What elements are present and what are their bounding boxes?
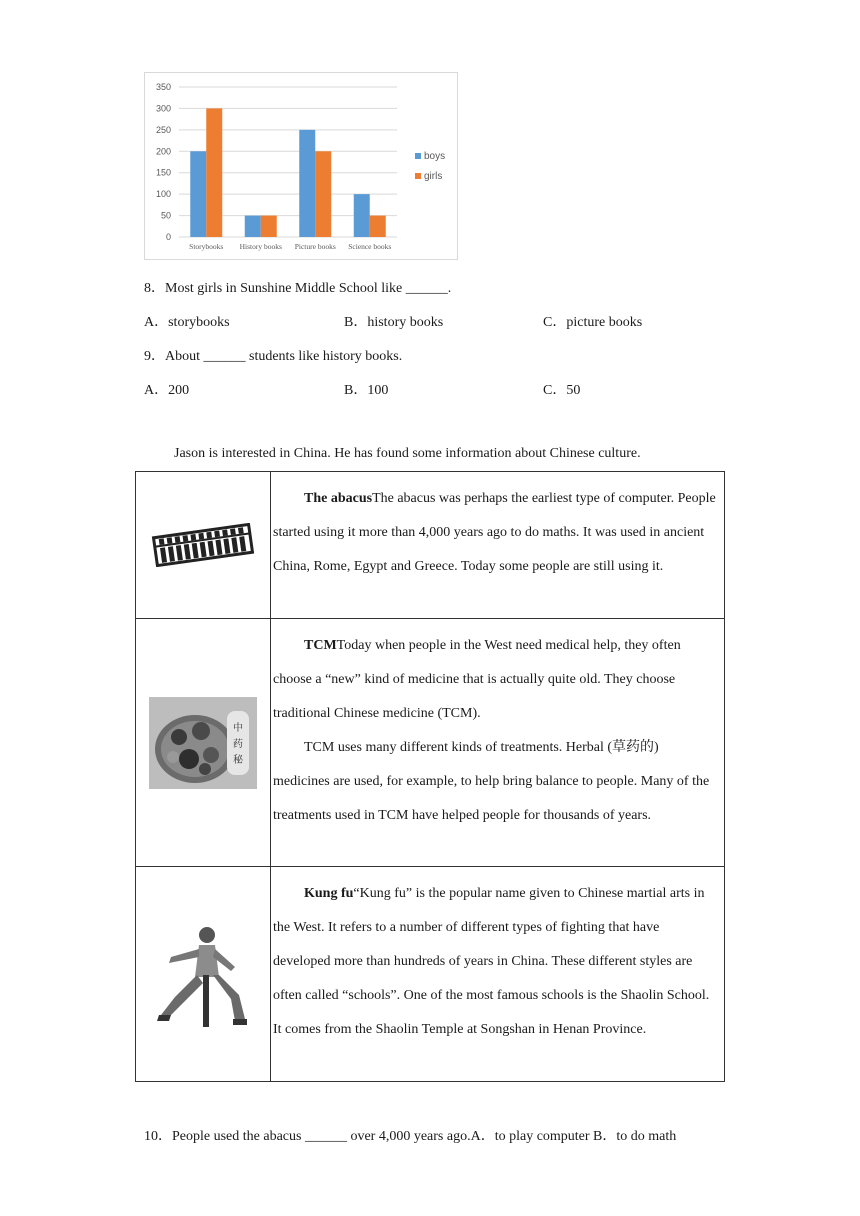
abacus-cell — [136, 472, 271, 619]
tcm-herbs-icon — [149, 697, 257, 789]
bar-chart — [144, 72, 458, 260]
table-row-abacus — [136, 472, 725, 619]
x-tick-label: Storybooks — [189, 242, 224, 251]
bar-boys-1 — [245, 216, 261, 237]
legend-swatch-boys — [415, 153, 421, 159]
abacus-text-cell — [271, 472, 725, 619]
abacus-title: The abacus — [304, 491, 373, 506]
y-tick-label: 200 — [155, 146, 171, 157]
abacus-body: The abacus was perhaps the earliest type of computer. People started using it more than 4,000 years ago to do maths. It was used in ancient China, Rome, Egypt and Greece. Today some people are still using it. — [273, 491, 716, 574]
kungfu-body: “Kung fu” is the popular name given to Chinese martial arts in the West. It refers to a number of different types of fighting that have developed more than hundreds of years in China. These different styles are often called “schools”. One of the most famous schools is the Shaolin School. It comes from the Shaolin Temple at Songshan in Henan Province. — [273, 886, 710, 1037]
bar-boys-0 — [190, 151, 206, 237]
tcm-paragraph-1 — [273, 629, 716, 731]
svg-text:药: 药 — [233, 738, 243, 750]
kungfu-title: Kung fu — [304, 886, 354, 901]
q8-option-b: B．history books — [344, 315, 444, 330]
tcm-title: TCM — [304, 638, 337, 653]
bar-girls-2 — [315, 151, 331, 237]
y-tick-label: 100 — [155, 189, 171, 200]
tcm-paragraph-2: TCM uses many different kinds of treatments. Herbal (草药的) medicines are used, for example, to help bring balance to people. Many of the treatments used in TCM have helped people for thousands of years. — [273, 740, 710, 823]
table-row-kungfu — [136, 867, 725, 1082]
q9-option-a: A．200 — [144, 383, 190, 398]
kungfu-text-cell — [271, 867, 725, 1082]
x-tick-label: Picture books — [294, 242, 336, 251]
q8-option-a: A．storybooks — [144, 315, 230, 330]
tcm-text-cell — [271, 619, 725, 867]
bar-girls-3 — [370, 216, 386, 237]
legend-label-girls: girls — [424, 171, 443, 182]
y-tick-label: 300 — [155, 103, 171, 114]
kungfu-cell — [136, 867, 271, 1082]
kung-fu-icon — [155, 919, 251, 1029]
q9-option-b: B．100 — [344, 383, 389, 398]
table-row-tcm — [136, 619, 725, 867]
svg-text:中: 中 — [233, 722, 243, 734]
bar-boys-3 — [354, 194, 370, 237]
x-tick-label: Science books — [348, 242, 392, 251]
passage-intro: Jason is interested in China. He has found some information about Chinese culture. — [174, 446, 641, 461]
y-tick-label: 50 — [160, 210, 171, 221]
abacus-paragraph — [273, 482, 716, 584]
legend-label-boys: boys — [424, 151, 446, 162]
svg-text:秘: 秘 — [233, 754, 243, 766]
tcm-body-1: Today when people in the West need medical help, they often choose a “new” kind of medicine that is actually quite old. They choose traditional Chinese medicine (TCM). — [273, 638, 681, 721]
question-10: 10．People used the abacus ______ over 4,000 years ago.A．to play computer B．to do math — [144, 1129, 677, 1144]
kungfu-paragraph — [273, 877, 716, 1047]
abacus-icon — [151, 523, 255, 567]
question-8: 8．Most girls in Sunshine Middle School like ______. — [144, 281, 452, 296]
y-tick-label: 350 — [155, 82, 171, 92]
bar-girls-1 — [261, 216, 277, 237]
bar-chart-svg — [145, 73, 457, 259]
x-tick-label: History books — [239, 242, 282, 251]
legend-swatch-girls — [415, 173, 421, 179]
question-9: 9．About ______ students like history books. — [144, 349, 403, 364]
tcm-cell — [136, 619, 271, 867]
y-tick-label: 0 — [165, 232, 171, 242]
y-tick-label: 150 — [155, 167, 171, 178]
y-tick-label: 250 — [155, 124, 171, 135]
bar-girls-0 — [206, 108, 222, 237]
q9-option-c: C．50 — [543, 383, 581, 398]
q8-option-c: C．picture books — [543, 315, 643, 330]
bar-boys-2 — [299, 130, 315, 237]
culture-table — [135, 471, 725, 1082]
